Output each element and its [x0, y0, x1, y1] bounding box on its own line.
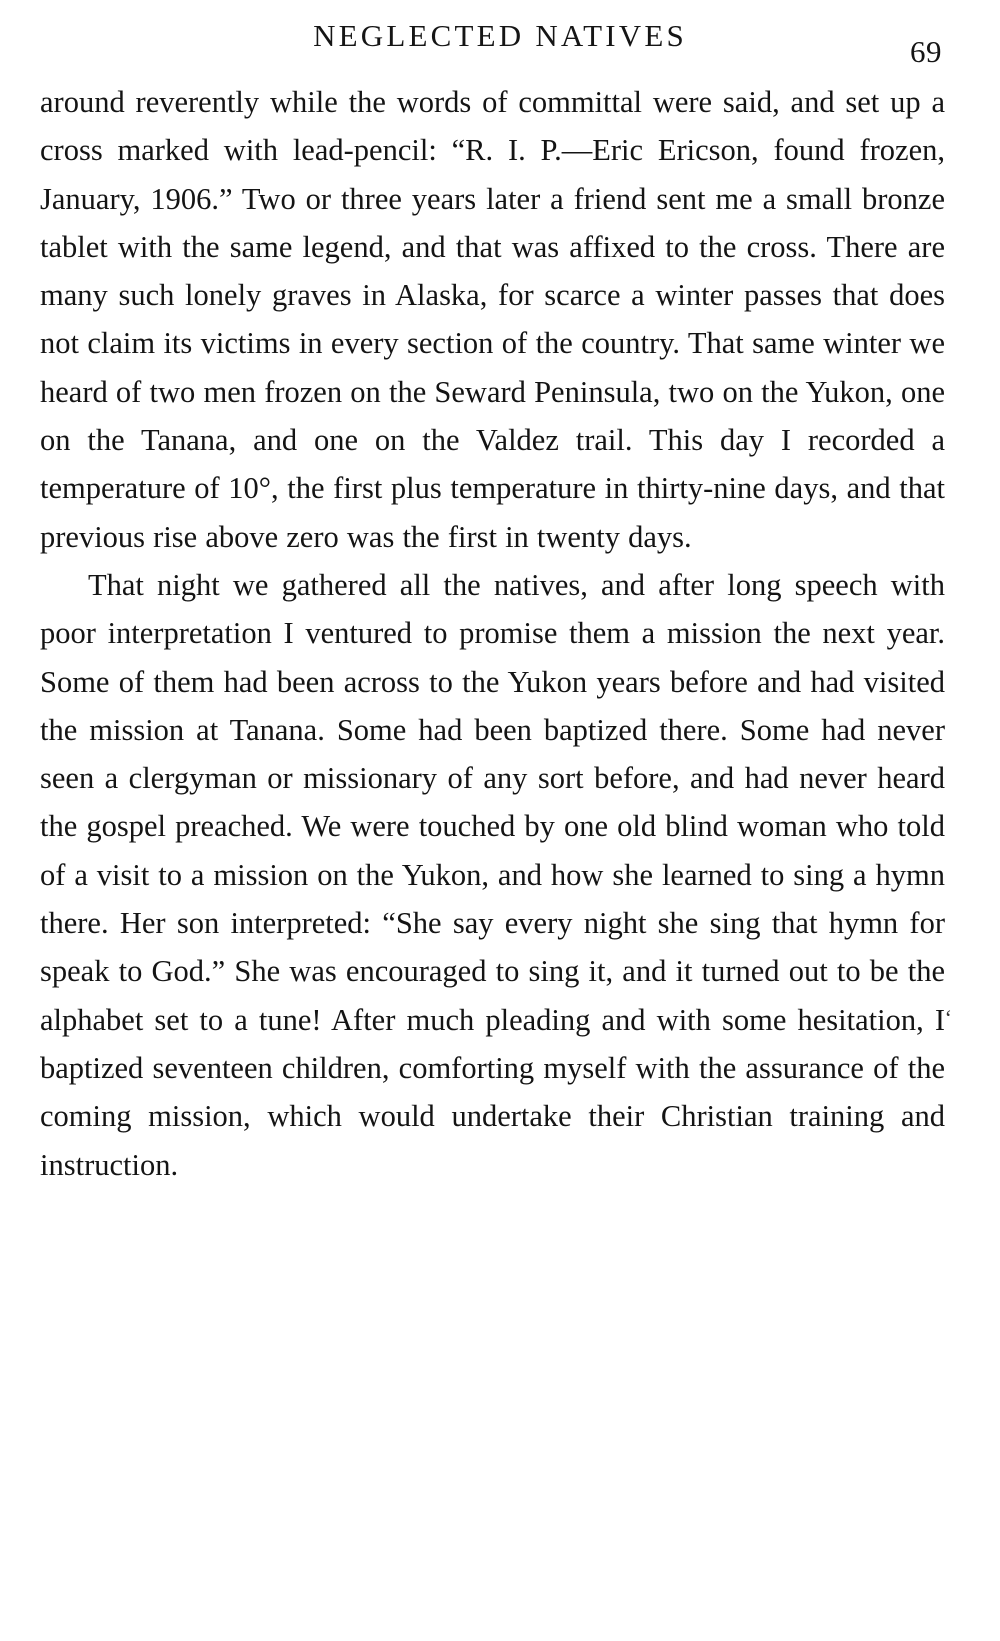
- margin-mark: ‘: [944, 1005, 952, 1030]
- page-body: [0, 70, 1000, 1189]
- paragraph-continuation: around reverently while the words of committal were said, and set up a cross marked with lead-pencil: “R. I. P.—Eric Ericson, found frozen, January, 1906.” Two or three years later a friend sent me a small bronze tablet with the same legend, and that was affixed to the cross. There are many such lonely graves in Alaska, for scarce a winter passes that does not claim its victims in every section of the country. That same winter we heard of two men frozen on the Seward Peninsula, two on the Yukon, one on the Tanana, and one on the Valdez trail. This day I recorded a temperature of 10°, the first plus temperature in thirty-nine days, and that previous rise above zero was the first in twenty days.: [40, 85, 945, 554]
- running-head: NEGLECTED NATIVES: [313, 18, 687, 53]
- page-number: 69: [910, 34, 942, 69]
- paragraph-second: That night we gathered all the natives, and after long speech with poor interpretation I ventured to promise them a mission the next year. Some of them had been across to the Yukon years before and had visited the mission at Tanana. Some had been baptized there. Some had never seen a clergyman or missionary of any sort before, and had never heard the gospel preached. We were touched by one old blind woman who told of a visit to a mission on the Yukon, and how she learned to sing a hymn there. Her son interpreted: “She say every night she sing that hymn for speak to God.” She was encouraged to sing it, and it turned out to be the alphabet set to a tune! After much pleading and with some hesitation, I baptized seventeen children, comforting myself with the assurance of the coming mission, which would undertake their Christian training and instruction.: [40, 567, 945, 1182]
- page-header: [0, 0, 1000, 70]
